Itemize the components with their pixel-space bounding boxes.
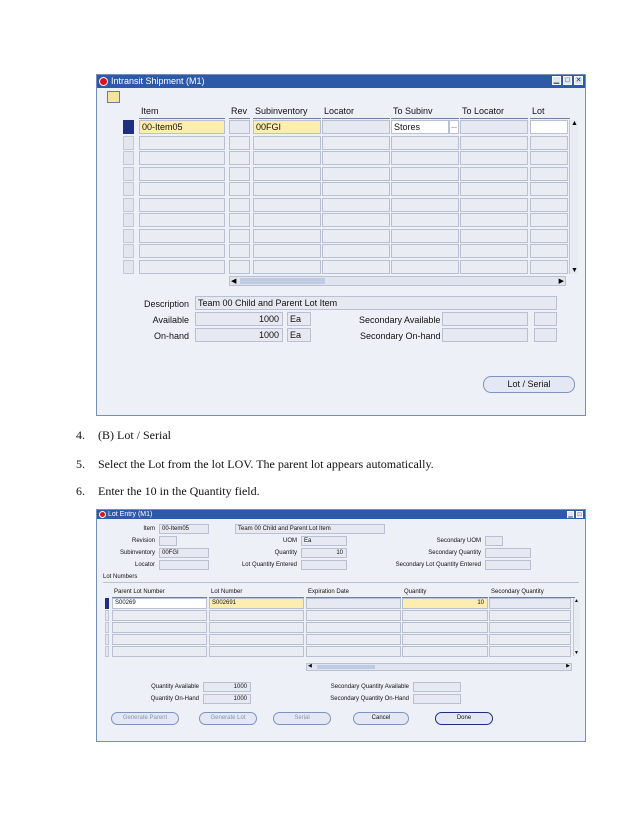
empty-cell[interactable] <box>139 244 225 258</box>
empty-cell[interactable] <box>229 182 250 196</box>
empty-cell[interactable] <box>460 244 528 258</box>
row-selector[interactable] <box>123 213 134 227</box>
empty-cell[interactable] <box>322 151 390 165</box>
empty-cell[interactable] <box>322 229 390 243</box>
to-subinv-field[interactable]: Stores <box>391 120 449 134</box>
empty-cell[interactable] <box>322 136 390 150</box>
scroll-down-icon[interactable]: ▼ <box>571 267 578 274</box>
scroll-down-icon[interactable]: ▼ <box>574 650 579 656</box>
empty-cell[interactable] <box>489 610 571 621</box>
secondary-lot-quantity-entered-field[interactable] <box>485 560 531 570</box>
rev-field[interactable] <box>229 120 250 134</box>
empty-cell[interactable] <box>253 260 321 274</box>
intransit-shipment-window <box>96 74 586 416</box>
lot-quantity-entered-label: Lot Quantity Entered <box>241 562 297 568</box>
empty-cell[interactable] <box>209 610 304 621</box>
empty-cell[interactable] <box>391 213 459 227</box>
to-subinv-lov-button[interactable]: ... <box>449 120 459 134</box>
serial-button[interactable]: Serial <box>273 712 331 725</box>
done-button[interactable]: Done <box>435 712 493 725</box>
empty-cell[interactable] <box>460 151 528 165</box>
empty-cell[interactable] <box>530 213 568 227</box>
column-header-lot-number: Lot Number <box>209 588 304 598</box>
window-title: Intransit Shipment (M1) <box>111 76 205 86</box>
empty-cell[interactable] <box>229 136 250 150</box>
instruction-step-5: 5. Select the Lot from the lot LOV. The parent lot appears automatically. <box>76 457 434 471</box>
locator-field[interactable] <box>159 560 209 570</box>
maximize-icon[interactable]: □ <box>563 76 572 85</box>
empty-cell[interactable] <box>253 229 321 243</box>
secondary-onhand-uom-field[interactable] <box>534 328 557 342</box>
close-icon[interactable]: ✕ <box>575 77 582 84</box>
empty-cell[interactable] <box>253 151 321 165</box>
minimize-icon[interactable]: ▁ <box>568 512 573 518</box>
column-header-locator: Locator <box>322 105 390 119</box>
empty-cell[interactable] <box>253 136 321 150</box>
empty-cell[interactable] <box>306 610 401 621</box>
secondary-available-field[interactable] <box>442 312 528 326</box>
secondary-quantity-label: Secondary Quantity <box>428 550 481 556</box>
quantity-onhand-label: Quantity On-Hand <box>150 696 199 702</box>
secondary-quantity-onhand-label: Secondary Quantity On-Hand <box>330 696 409 702</box>
empty-cell[interactable] <box>322 198 390 212</box>
empty-cell[interactable] <box>391 182 459 196</box>
empty-cell[interactable] <box>253 213 321 227</box>
row-selector[interactable] <box>105 622 109 633</box>
empty-cell[interactable] <box>530 260 568 274</box>
empty-cell[interactable] <box>489 646 571 657</box>
empty-cell[interactable] <box>229 151 250 165</box>
empty-cell[interactable] <box>253 198 321 212</box>
empty-cell[interactable] <box>489 622 571 633</box>
empty-cell[interactable] <box>229 198 250 212</box>
empty-cell[interactable] <box>306 646 401 657</box>
description-field[interactable]: Team 00 Child and Parent Lot Item <box>195 296 557 310</box>
row-selector[interactable] <box>105 646 109 657</box>
secondary-quantity-field[interactable] <box>485 548 531 558</box>
column-header-to-subinv: To Subinv <box>391 105 459 119</box>
secondary-quantity-available-field[interactable] <box>413 682 461 692</box>
available-field[interactable]: 1000 <box>195 312 283 326</box>
lot-field[interactable] <box>530 120 568 134</box>
vertical-scrollbar[interactable] <box>569 120 578 274</box>
row-selector[interactable] <box>123 182 134 196</box>
item-description-field[interactable]: Team 00 Child and Parent Lot Item <box>235 524 385 534</box>
subinventory-field[interactable]: 00FGI <box>159 548 209 558</box>
lot-secondary-quantity-field[interactable] <box>489 598 571 609</box>
empty-cell[interactable] <box>322 260 390 274</box>
cancel-button[interactable]: Cancel <box>353 712 409 725</box>
secondary-quantity-onhand-field[interactable] <box>413 694 461 704</box>
item-label: Item <box>143 526 155 532</box>
empty-cell[interactable] <box>209 634 304 645</box>
horizontal-scrollbar[interactable] <box>229 276 566 286</box>
empty-cell[interactable] <box>306 622 401 633</box>
column-header-item: Item <box>139 105 225 119</box>
empty-cell[interactable] <box>322 244 390 258</box>
column-header-lot: Lot <box>530 105 570 119</box>
item-field[interactable]: 00-Item05 <box>159 524 209 534</box>
scroll-thumb[interactable] <box>317 665 375 669</box>
column-header-to-locator: To Locator <box>460 105 528 119</box>
onhand-label: On-hand <box>153 331 189 341</box>
column-header-rev: Rev <box>229 105 250 119</box>
row-selector[interactable] <box>123 167 134 181</box>
empty-cell[interactable] <box>139 136 225 150</box>
locator-label: Locator <box>134 562 155 568</box>
row-selector[interactable] <box>105 634 109 645</box>
folder-tools-icon[interactable] <box>107 91 120 103</box>
empty-cell[interactable] <box>139 167 225 181</box>
instruction-step-4: 4. (B) Lot / Serial <box>76 428 171 442</box>
lot-entry-window <box>96 509 586 742</box>
empty-cell[interactable] <box>229 213 250 227</box>
empty-cell[interactable] <box>460 213 528 227</box>
instruction-step-6: 6. Enter the 10 in the Quantity field. <box>76 484 260 498</box>
column-header-parent-lot-number: Parent Lot Number <box>112 588 207 598</box>
lot-number-field[interactable]: S002691 <box>209 598 304 609</box>
quantity-available-field[interactable]: 1000 <box>203 682 251 692</box>
empty-cell[interactable] <box>530 151 568 165</box>
empty-cell[interactable] <box>322 182 390 196</box>
empty-cell[interactable] <box>391 151 459 165</box>
locator-field[interactable] <box>322 120 390 134</box>
empty-cell[interactable] <box>112 634 207 645</box>
scroll-left-icon[interactable]: ◀ <box>231 278 237 285</box>
window-title-bar <box>97 510 585 519</box>
empty-cell[interactable] <box>139 198 225 212</box>
empty-cell[interactable] <box>530 136 568 150</box>
empty-cell[interactable] <box>489 634 571 645</box>
empty-cell[interactable] <box>139 229 225 243</box>
empty-cell[interactable] <box>391 136 459 150</box>
scroll-right-icon[interactable]: ▶ <box>566 663 570 669</box>
generate-parent-button[interactable]: Generate Parent <box>111 712 179 725</box>
empty-cell[interactable] <box>530 229 568 243</box>
empty-cell[interactable] <box>253 182 321 196</box>
empty-cell[interactable] <box>530 167 568 181</box>
minimize-icon[interactable]: ▁ <box>553 77 560 84</box>
scroll-up-icon[interactable]: ▲ <box>571 120 578 127</box>
row-selector[interactable] <box>123 136 134 150</box>
window-title-bar <box>97 75 585 88</box>
empty-cell[interactable] <box>112 622 207 633</box>
quantity-field[interactable]: 10 <box>301 548 347 558</box>
empty-cell[interactable] <box>530 244 568 258</box>
onhand-uom-field[interactable]: Ea <box>287 328 311 342</box>
available-label: Available <box>152 315 189 325</box>
empty-cell[interactable] <box>460 229 528 243</box>
secondary-uom-label: Secondary UOM <box>436 538 481 544</box>
uom-field[interactable]: Ea <box>301 536 347 546</box>
row-selector[interactable] <box>123 151 134 165</box>
quantity-onhand-field[interactable]: 1000 <box>203 694 251 704</box>
empty-cell[interactable] <box>139 213 225 227</box>
column-header-subinventory: Subinventory <box>253 105 321 119</box>
row-selector[interactable] <box>123 198 134 212</box>
secondary-uom-field[interactable] <box>485 536 503 546</box>
empty-cell[interactable] <box>391 260 459 274</box>
empty-cell[interactable] <box>209 622 304 633</box>
empty-cell[interactable] <box>209 646 304 657</box>
row-selector-active[interactable] <box>105 598 109 609</box>
empty-cell[interactable] <box>112 646 207 657</box>
column-header-quantity: Quantity <box>402 588 488 598</box>
empty-cell[interactable] <box>112 610 207 621</box>
empty-cell[interactable] <box>229 229 250 243</box>
secondary-available-label: Secondary Available <box>359 315 441 325</box>
empty-cell[interactable] <box>322 213 390 227</box>
scroll-left-icon[interactable]: ◀ <box>308 663 312 669</box>
empty-cell[interactable] <box>460 167 528 181</box>
lot-quantity-field[interactable]: 10 <box>402 598 488 609</box>
scroll-thumb[interactable] <box>240 278 325 284</box>
window-controls <box>552 76 583 85</box>
parent-lot-number-field[interactable]: S00269 <box>112 598 207 609</box>
row-selector[interactable] <box>123 229 134 243</box>
empty-cell[interactable] <box>391 167 459 181</box>
empty-cell[interactable] <box>229 167 250 181</box>
window-controls <box>567 511 583 518</box>
empty-cell[interactable] <box>391 244 459 258</box>
lot-numbers-label: Lot Numbers <box>103 574 138 580</box>
window-title: Lot Entry (M1) <box>108 511 153 518</box>
expiration-date-field[interactable] <box>306 598 401 609</box>
row-selector-active[interactable] <box>123 120 134 134</box>
column-header-expiration-date: Expiration Date <box>306 588 401 598</box>
empty-cell[interactable] <box>402 622 488 633</box>
empty-cell[interactable] <box>229 244 250 258</box>
uom-label: UOM <box>283 538 297 544</box>
empty-cell[interactable] <box>460 136 528 150</box>
column-header-secondary-quantity: Secondary Quantity <box>489 588 575 598</box>
empty-cell[interactable] <box>530 182 568 196</box>
empty-cell[interactable] <box>391 198 459 212</box>
row-selector[interactable] <box>123 244 134 258</box>
empty-cell[interactable] <box>402 610 488 621</box>
empty-cell[interactable] <box>460 182 528 196</box>
secondary-lot-quantity-entered-label: Secondary Lot Quantity Entered <box>395 562 481 568</box>
quantity-available-label: Quantity Available <box>151 684 199 690</box>
empty-cell[interactable] <box>391 229 459 243</box>
lot-serial-button[interactable]: Lot / Serial <box>483 376 575 393</box>
empty-cell[interactable] <box>253 244 321 258</box>
revision-label: Revision <box>131 538 155 544</box>
empty-cell[interactable] <box>139 151 225 165</box>
lot-quantity-entered-field[interactable] <box>301 560 347 570</box>
oracle-logo-icon <box>99 511 106 518</box>
horizontal-scrollbar[interactable] <box>306 663 572 671</box>
empty-cell[interactable] <box>530 198 568 212</box>
section-divider <box>103 582 579 583</box>
revision-field[interactable] <box>159 536 177 546</box>
empty-cell[interactable] <box>139 182 225 196</box>
subinventory-field[interactable]: 00FGI <box>253 120 321 134</box>
scroll-up-icon[interactable]: ▲ <box>574 598 579 604</box>
subinventory-label: Subinventory <box>119 550 155 556</box>
onhand-field[interactable]: 1000 <box>195 328 283 342</box>
quantity-label: Quantity <box>274 550 297 556</box>
generate-lot-button[interactable]: Generate Lot <box>199 712 257 725</box>
maximize-icon[interactable]: □ <box>577 512 582 518</box>
empty-cell[interactable] <box>253 167 321 181</box>
empty-cell[interactable] <box>460 260 528 274</box>
empty-cell[interactable] <box>139 260 225 274</box>
to-locator-field[interactable] <box>460 120 528 134</box>
vertical-scrollbar[interactable] <box>573 598 580 656</box>
empty-cell[interactable] <box>460 198 528 212</box>
empty-cell[interactable] <box>306 634 401 645</box>
item-field[interactable]: 00-Item05 <box>139 120 225 134</box>
empty-cell[interactable] <box>402 634 488 645</box>
empty-cell[interactable] <box>402 646 488 657</box>
empty-cell[interactable] <box>229 260 250 274</box>
secondary-quantity-available-label: Secondary Quantity Available <box>330 684 409 690</box>
secondary-onhand-label: Secondary On-hand <box>360 331 441 341</box>
row-selector[interactable] <box>123 260 134 274</box>
secondary-onhand-field[interactable] <box>442 328 528 342</box>
empty-cell[interactable] <box>322 167 390 181</box>
scroll-right-icon[interactable]: ▶ <box>558 278 564 285</box>
row-selector[interactable] <box>105 610 109 621</box>
available-uom-field[interactable]: Ea <box>287 312 311 326</box>
secondary-available-uom-field[interactable] <box>534 312 557 326</box>
description-label: Description <box>143 299 189 309</box>
oracle-logo-icon <box>99 77 108 86</box>
